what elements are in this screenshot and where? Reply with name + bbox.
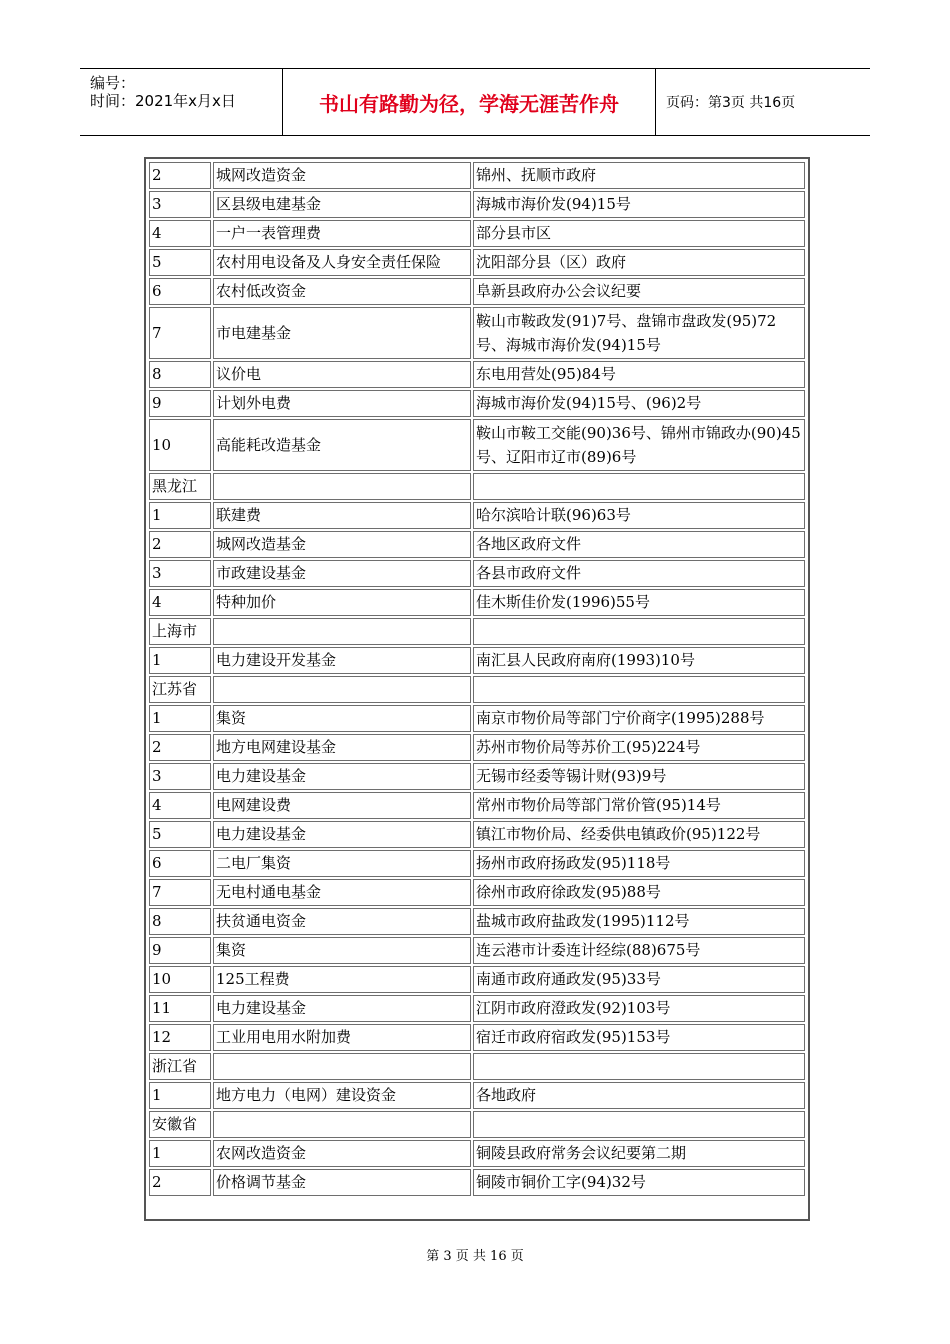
fee-name xyxy=(213,618,471,645)
row-number: 1 xyxy=(149,1140,211,1167)
table-row xyxy=(149,908,805,935)
fee-table xyxy=(147,160,807,1198)
fee-name: 125工程费 xyxy=(213,966,471,993)
table-row xyxy=(149,220,805,247)
document-source: 各县市政府文件 xyxy=(473,560,805,587)
document-source: 海城市海价发(94)15号、(96)2号 xyxy=(473,390,805,417)
fee-name: 工业用电用水附加费 xyxy=(213,1024,471,1051)
region-name: 黑龙江 xyxy=(149,473,211,500)
row-number: 7 xyxy=(149,879,211,906)
fee-name: 集资 xyxy=(213,937,471,964)
document-source: 徐州市政府徐政发(95)88号 xyxy=(473,879,805,906)
document-source: 锦州、抚顺市政府 xyxy=(473,162,805,189)
document-source: 鞍山市鞍政发(91)7号、盘锦市盘政发(95)72号、海城市海价发(94)15号 xyxy=(473,307,805,359)
table-row xyxy=(149,531,805,558)
row-number: 6 xyxy=(149,278,211,305)
table-row xyxy=(149,792,805,819)
row-number: 1 xyxy=(149,502,211,529)
table-row xyxy=(149,390,805,417)
row-number: 2 xyxy=(149,1169,211,1196)
fee-name: 高能耗改造基金 xyxy=(213,419,471,471)
row-number: 9 xyxy=(149,937,211,964)
row-number: 3 xyxy=(149,560,211,587)
row-number: 8 xyxy=(149,908,211,935)
region-name: 上海市 xyxy=(149,618,211,645)
table-row xyxy=(149,1024,805,1051)
region-name: 浙江省 xyxy=(149,1053,211,1080)
region-row xyxy=(149,1111,805,1138)
row-number: 12 xyxy=(149,1024,211,1051)
document-source: 常州市物价局等部门常价管(95)14号 xyxy=(473,792,805,819)
document-source: 铜陵市铜价工字(94)32号 xyxy=(473,1169,805,1196)
fee-name: 扶贫通电资金 xyxy=(213,908,471,935)
row-number: 5 xyxy=(149,821,211,848)
fee-name: 电力建设基金 xyxy=(213,763,471,790)
row-number: 1 xyxy=(149,647,211,674)
document-source: 东电用营处(95)84号 xyxy=(473,361,805,388)
table-row xyxy=(149,1169,805,1196)
row-number: 5 xyxy=(149,249,211,276)
document-source: 各地区政府文件 xyxy=(473,531,805,558)
document-source: 苏州市物价局等苏价工(95)224号 xyxy=(473,734,805,761)
fee-name xyxy=(213,473,471,500)
document-source: 南通市政府通政发(95)33号 xyxy=(473,966,805,993)
table-row xyxy=(149,502,805,529)
fee-name: 特种加价 xyxy=(213,589,471,616)
row-number: 1 xyxy=(149,705,211,732)
page-footer: 第 3 页 共 16 页 xyxy=(426,1249,524,1264)
row-number: 11 xyxy=(149,995,211,1022)
table-row xyxy=(149,937,805,964)
fee-name: 电网建设费 xyxy=(213,792,471,819)
row-number: 3 xyxy=(149,763,211,790)
region-name: 安徽省 xyxy=(149,1111,211,1138)
document-source: 江阴市政府澄政发(92)103号 xyxy=(473,995,805,1022)
fee-name: 农网改造资金 xyxy=(213,1140,471,1167)
document-source: 阜新县政府办公会议纪要 xyxy=(473,278,805,305)
document-source: 盐城市政府盐政发(1995)112号 xyxy=(473,908,805,935)
fee-name: 农村低改资金 xyxy=(213,278,471,305)
document-source: 扬州市政府扬政发(95)118号 xyxy=(473,850,805,877)
region-row xyxy=(149,473,805,500)
table-row xyxy=(149,879,805,906)
row-number: 10 xyxy=(149,419,211,471)
table-row xyxy=(149,162,805,189)
fee-name xyxy=(213,1111,471,1138)
document-source xyxy=(473,676,805,703)
page-header xyxy=(80,68,870,136)
document-source xyxy=(473,1053,805,1080)
fee-name: 城网改造资金 xyxy=(213,162,471,189)
document-source: 连云港市计委连计经综(88)675号 xyxy=(473,937,805,964)
region-row xyxy=(149,618,805,645)
document-source: 哈尔滨哈计联(96)63号 xyxy=(473,502,805,529)
document-source xyxy=(473,473,805,500)
table-row xyxy=(149,191,805,218)
document-source xyxy=(473,618,805,645)
fee-name: 地方电网建设基金 xyxy=(213,734,471,761)
region-name: 江苏省 xyxy=(149,676,211,703)
document-source: 海城市海价发(94)15号 xyxy=(473,191,805,218)
table-row xyxy=(149,966,805,993)
document-source: 沈阳部分县（区）政府 xyxy=(473,249,805,276)
time-label: 时间：2021年x月x日 xyxy=(90,92,236,110)
row-number: 8 xyxy=(149,361,211,388)
fee-name: 二电厂集资 xyxy=(213,850,471,877)
table-row xyxy=(149,560,805,587)
row-number: 3 xyxy=(149,191,211,218)
row-number: 6 xyxy=(149,850,211,877)
document-source: 无锡市经委等锡计财(93)9号 xyxy=(473,763,805,790)
table-row xyxy=(149,647,805,674)
document-source: 宿迁市政府宿政发(95)153号 xyxy=(473,1024,805,1051)
fee-name: 价格调节基金 xyxy=(213,1169,471,1196)
row-number: 4 xyxy=(149,589,211,616)
document-source: 南京市物价局等部门宁价商字(1995)288号 xyxy=(473,705,805,732)
table-row xyxy=(149,734,805,761)
document-source: 南汇县人民政府南府(1993)10号 xyxy=(473,647,805,674)
document-source: 镇江市物价局、经委供电镇政价(95)122号 xyxy=(473,821,805,848)
region-row xyxy=(149,1053,805,1080)
row-number: 10 xyxy=(149,966,211,993)
fee-name xyxy=(213,676,471,703)
table-row xyxy=(149,1140,805,1167)
number-label: 编号： xyxy=(90,74,136,92)
row-number: 2 xyxy=(149,531,211,558)
table-row xyxy=(149,361,805,388)
table-row xyxy=(149,763,805,790)
fee-table-frame xyxy=(144,157,810,1221)
fee-name xyxy=(213,1053,471,1080)
table-row xyxy=(149,850,805,877)
table-row xyxy=(149,278,805,305)
document-source: 佳木斯佳价发(1996)55号 xyxy=(473,589,805,616)
table-row xyxy=(149,419,805,471)
fee-name: 农村用电设备及人身安全责任保险 xyxy=(213,249,471,276)
table-row xyxy=(149,995,805,1022)
fee-table-body xyxy=(149,162,805,1196)
header-page-label: 页码：第3页 共16页 xyxy=(666,95,796,111)
region-row xyxy=(149,676,805,703)
fee-name: 市政建设基金 xyxy=(213,560,471,587)
table-row xyxy=(149,821,805,848)
document-source xyxy=(473,1111,805,1138)
fee-name: 城网改造基金 xyxy=(213,531,471,558)
table-row xyxy=(149,1082,805,1109)
row-number: 4 xyxy=(149,792,211,819)
fee-name: 电力建设开发基金 xyxy=(213,647,471,674)
fee-name: 计划外电费 xyxy=(213,390,471,417)
fee-name: 议价电 xyxy=(213,361,471,388)
fee-name: 联建费 xyxy=(213,502,471,529)
row-number: 1 xyxy=(149,1082,211,1109)
header-meta xyxy=(80,69,283,135)
fee-name: 区县级电建基金 xyxy=(213,191,471,218)
row-number: 2 xyxy=(149,162,211,189)
fee-name: 电力建设基金 xyxy=(213,995,471,1022)
document-source: 铜陵县政府常务会议纪要第二期 xyxy=(473,1140,805,1167)
row-number: 2 xyxy=(149,734,211,761)
fee-name: 一户一表管理费 xyxy=(213,220,471,247)
fee-name: 集资 xyxy=(213,705,471,732)
table-row xyxy=(149,705,805,732)
row-number: 7 xyxy=(149,307,211,359)
document-source: 鞍山市鞍工交能(90)36号、锦州市锦政办(90)45号、辽阳市辽市(89)6号 xyxy=(473,419,805,471)
fee-name: 电力建设基金 xyxy=(213,821,471,848)
fee-name: 无电村通电基金 xyxy=(213,879,471,906)
header-slogan: 书山有路勤为径，学海无涯苦作舟 xyxy=(283,69,656,135)
document-source: 部分县市区 xyxy=(473,220,805,247)
fee-name: 地方电力（电网）建设资金 xyxy=(213,1082,471,1109)
document-source: 各地政府 xyxy=(473,1082,805,1109)
row-number: 4 xyxy=(149,220,211,247)
table-row xyxy=(149,307,805,359)
row-number: 9 xyxy=(149,390,211,417)
fee-name: 市电建基金 xyxy=(213,307,471,359)
table-row xyxy=(149,589,805,616)
table-row xyxy=(149,249,805,276)
